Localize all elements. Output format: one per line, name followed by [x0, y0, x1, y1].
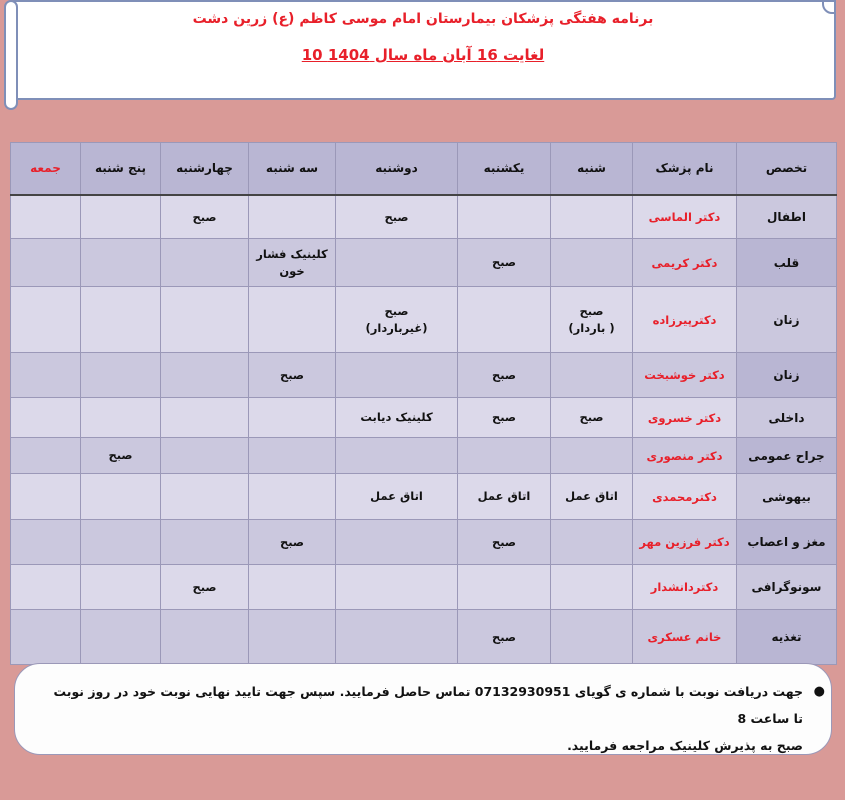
schedule-cell-saturday	[551, 438, 633, 474]
schedule-cell-friday	[11, 474, 81, 520]
doctor-name-cell: دکتر فرزین مهر	[633, 520, 737, 565]
schedule-cell-friday	[11, 520, 81, 565]
schedule-cell-saturday	[551, 398, 633, 438]
schedule-cell-thursday	[81, 287, 161, 353]
schedule-cell-sunday	[458, 438, 551, 474]
schedule-cell-sunday	[458, 565, 551, 610]
note-line-1: جهت دریافت نوبت با شماره ی گویای 07132930951 تماس حاصل فرمایید. سپس جهت تایید نهایی نوبت خود در روز نوبت تا ساعت 8	[53, 684, 803, 726]
schedule-cell-text: صبح	[491, 534, 517, 549]
schedule-cell-saturday	[551, 474, 633, 520]
schedule-cell-wednesday	[161, 398, 249, 438]
schedule-cell-monday	[336, 610, 458, 665]
schedule-cell-thursday	[81, 565, 161, 610]
schedule-cell-thursday	[81, 353, 161, 398]
header-wednesday: چهارشنبه	[161, 143, 249, 195]
specialty-cell: قلب	[737, 239, 837, 287]
doctor-name-cell: دکتر الماسی	[633, 195, 737, 239]
schedule-cell-text: صبح (غیرباردار)	[365, 304, 428, 335]
schedule-cell-text: اتاق عمل	[477, 489, 531, 504]
schedule-cell-wednesday	[161, 239, 249, 287]
schedule-cell-friday	[11, 287, 81, 353]
note-line-2: صبح به پذیرش کلینیک مراجعه فرمایید.	[567, 738, 803, 753]
schedule-cell-tuesday	[249, 438, 336, 474]
table-row	[11, 353, 837, 398]
doctor-name-cell: دکتر کریمی	[633, 239, 737, 287]
schedule-cell-monday	[336, 474, 458, 520]
schedule-cell-sunday	[458, 353, 551, 398]
appointment-note	[14, 663, 832, 755]
schedule-cell-text: صبح	[579, 410, 604, 425]
specialty-cell: سونوگرافی	[737, 565, 837, 610]
note-list	[15, 664, 831, 759]
schedule-cell-thursday	[81, 239, 161, 287]
table-row	[11, 195, 837, 239]
schedule-cell-tuesday	[249, 474, 336, 520]
table-header-row	[11, 143, 837, 195]
schedule-table	[10, 142, 837, 665]
schedule-cell-monday	[336, 520, 458, 565]
schedule-cell-friday	[11, 353, 81, 398]
schedule-cell-friday	[11, 239, 81, 287]
header-specialty: تخصص	[737, 143, 837, 195]
schedule-cell-monday	[336, 195, 458, 239]
doctor-name-cell: دکتر خوشبخت	[633, 353, 737, 398]
schedule-cell-tuesday	[249, 195, 336, 239]
schedule-cell-text: صبح	[491, 629, 517, 644]
doctor-name-cell: خانم عسکری	[633, 610, 737, 665]
bullet-icon: ●	[813, 684, 825, 699]
schedule-cell-friday	[11, 438, 81, 474]
schedule-cell-text: صبح	[491, 410, 517, 425]
table-row	[11, 520, 837, 565]
header-tuesday: سه شنبه	[249, 143, 336, 195]
table-row	[11, 610, 837, 665]
schedule-cell-text: صبح ( باردار)	[568, 304, 615, 335]
schedule-cell-monday	[336, 353, 458, 398]
title-banner	[10, 0, 836, 100]
schedule-cell-saturday	[551, 353, 633, 398]
schedule-cell-sunday	[458, 398, 551, 438]
schedule-cell-friday	[11, 398, 81, 438]
doctor-name-cell: دکتردانشدار	[633, 565, 737, 610]
specialty-cell: بیهوشی	[737, 474, 837, 520]
schedule-cell-monday	[336, 398, 458, 438]
schedule-cell-text: صبح	[384, 209, 409, 224]
schedule-cell-text: کلینیک دیابت	[360, 410, 433, 425]
schedule-cell-saturday	[551, 565, 633, 610]
schedule-cell-monday	[336, 239, 458, 287]
schedule-cell-text: اتاق عمل	[370, 489, 423, 504]
schedule-cell-tuesday	[249, 398, 336, 438]
header-doctor: نام پزشک	[633, 143, 737, 195]
schedule-cell-tuesday	[249, 287, 336, 353]
schedule-cell-text: صبح	[279, 367, 305, 382]
specialty-cell: تغذیه	[737, 610, 837, 665]
header-saturday: شنبه	[551, 143, 633, 195]
schedule-cell-wednesday	[161, 474, 249, 520]
schedule-cell-text: اتاق عمل	[565, 489, 618, 504]
schedule-cell-tuesday	[249, 520, 336, 565]
header-monday: دوشنبه	[336, 143, 458, 195]
schedule-cell-friday	[11, 565, 81, 610]
table-row	[11, 398, 837, 438]
schedule-cell-wednesday	[161, 565, 249, 610]
schedule-cell-text: صبح	[192, 209, 217, 224]
schedule-cell-tuesday	[249, 239, 336, 287]
schedule-cell-saturday	[551, 239, 633, 287]
date-range	[12, 46, 834, 64]
schedule-cell-tuesday	[249, 610, 336, 665]
schedule-cell-thursday	[81, 438, 161, 474]
schedule-cell-text: صبح	[279, 534, 305, 549]
schedule-cell-thursday	[81, 195, 161, 239]
schedule-cell-tuesday	[249, 565, 336, 610]
schedule-cell-wednesday	[161, 195, 249, 239]
specialty-cell: زنان	[737, 287, 837, 353]
table-row	[11, 239, 837, 287]
schedule-cell-tuesday	[249, 353, 336, 398]
schedule-cell-monday	[336, 438, 458, 474]
schedule-cell-sunday	[458, 195, 551, 239]
table-row	[11, 474, 837, 520]
schedule-cell-thursday	[81, 610, 161, 665]
header-thursday: پنج شنبه	[81, 143, 161, 195]
schedule-cell-saturday	[551, 287, 633, 353]
date-range-text: 10 لغایت 16 آبان ماه سال 1404	[301, 46, 545, 64]
schedule-cell-text: صبح	[192, 579, 217, 594]
doctor-name-cell: دکترپیرزاده	[633, 287, 737, 353]
schedule-cell-wednesday	[161, 287, 249, 353]
table-row	[11, 438, 837, 474]
schedule-cell-sunday	[458, 474, 551, 520]
header-friday: جمعه	[11, 143, 81, 195]
schedule-cell-friday	[11, 610, 81, 665]
page-title: برنامه هفتگی پزشکان بیمارستان امام موسی کاظم (ع) زرین دشت	[192, 11, 654, 27]
table-row	[11, 287, 837, 353]
schedule-cell-wednesday	[161, 353, 249, 398]
schedule-cell-sunday	[458, 520, 551, 565]
schedule-cell-saturday	[551, 520, 633, 565]
schedule-cell-sunday	[458, 287, 551, 353]
schedule-cell-text: کلینیک فشار خون	[256, 247, 328, 278]
doctor-name-cell: دکتر خسروی	[633, 398, 737, 438]
schedule-cell-thursday	[81, 398, 161, 438]
doctor-name-cell: دکترمحمدی	[633, 474, 737, 520]
specialty-cell: زنان	[737, 353, 837, 398]
specialty-cell: اطفال	[737, 195, 837, 239]
schedule-cell-saturday	[551, 610, 633, 665]
schedule-cell-text: صبح	[491, 255, 517, 270]
schedule-cell-sunday	[458, 239, 551, 287]
schedule-cell-friday	[11, 195, 81, 239]
schedule-cell-wednesday	[161, 520, 249, 565]
doctor-name-cell: دکتر منصوری	[633, 438, 737, 474]
schedule-cell-thursday	[81, 520, 161, 565]
table-row	[11, 565, 837, 610]
schedule-cell-text: صبح	[491, 367, 517, 382]
specialty-cell: داخلی	[737, 398, 837, 438]
schedule-cell-thursday	[81, 474, 161, 520]
schedule-cell-monday	[336, 287, 458, 353]
header-sunday: یکشنبه	[458, 143, 551, 195]
schedule-cell-wednesday	[161, 610, 249, 665]
schedule-cell-text: صبح	[108, 448, 133, 463]
schedule-cell-sunday	[458, 610, 551, 665]
note-item	[45, 678, 825, 759]
schedule-cell-monday	[336, 565, 458, 610]
specialty-cell: مغز و اعصاب	[737, 520, 837, 565]
specialty-cell: جراح عمومی	[737, 438, 837, 474]
schedule-cell-saturday	[551, 195, 633, 239]
schedule-cell-wednesday	[161, 438, 249, 474]
